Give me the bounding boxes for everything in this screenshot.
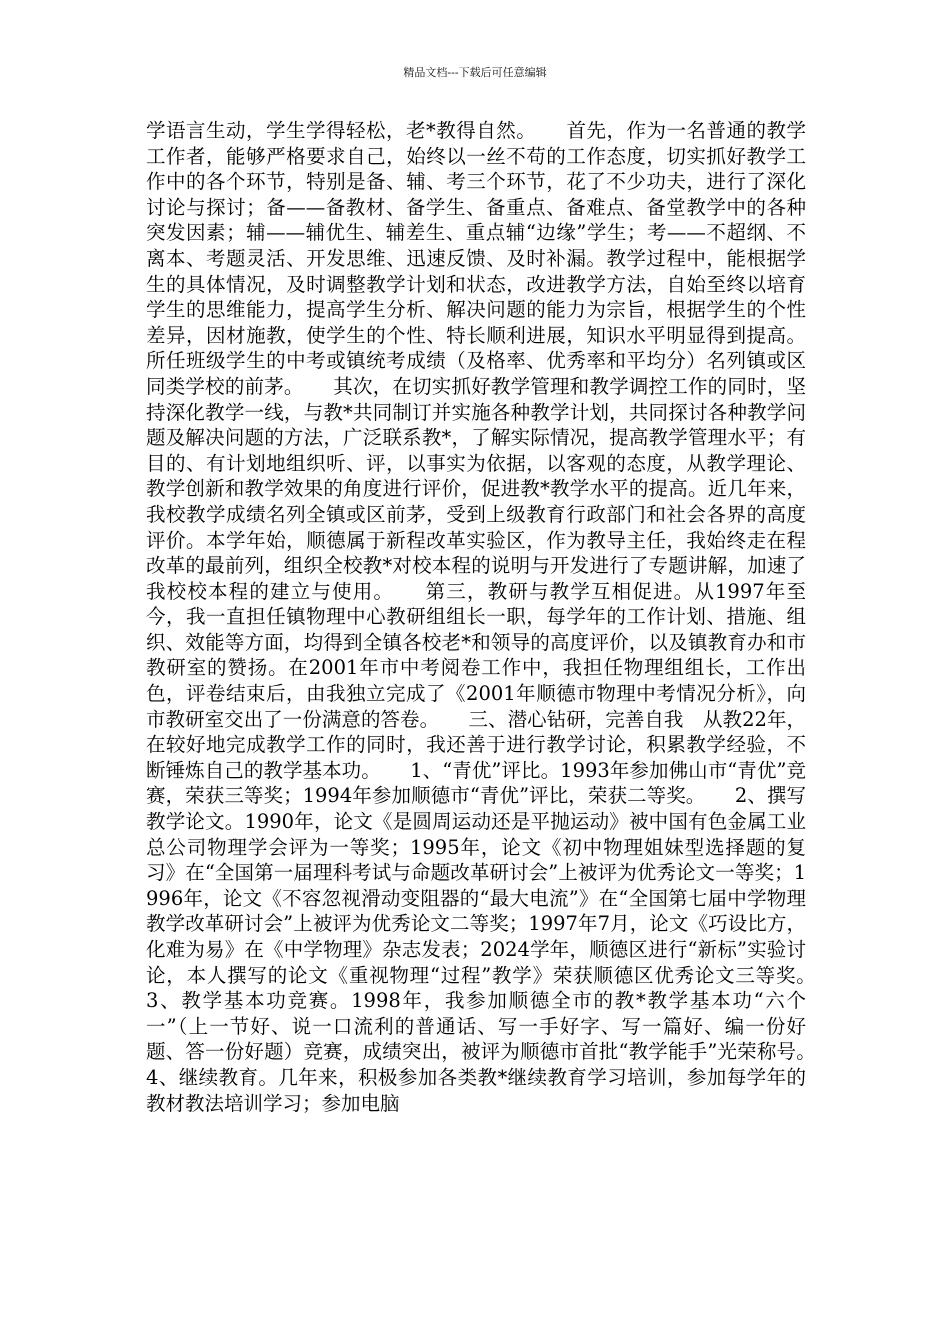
body-paragraph: 学语言生动，学生学得轻松，老*教得自然。 首先，作为一名普通的教学工作者，能够严格要求自己，始终以一丝不苟的工作态度，切实抓好教学工作中的各个环节，特别是备、辅、考三个环节，花了不少功夫，进行了深化讨论与探讨；备——备教材、备学生、备重点、备难点、备堂教学中的各种突发因素；辅——辅优生、辅差生、重点辅“边缘”学生；考——不超纲、不离本、考题灵活、开发思维、迅速反馈、及时补漏。教学过程中，能根据学生的具体情况，及时调整教学计划和状态，改进教学方法，自始至终以培育学生的思维能力，提高学生分析、解决问题的能力为宗旨，根据学生的个性差异，因材施教，使学生的个性、特长顺利进展，知识水平明显得到提高。所任班级学生的中考或镇统考成绩（及格率、优秀率和平均分）名列镇或区同类学校的前茅。 其次，在切实抓好教学管理和教学调控工作的同时，坚持深化教学一线，与教*共同制订并实施各种教学计划，共同探讨各种教学问题及解决问题的方法，广泛联系教*，了解实际情况，提高教学管理水平；有目的、有计划地组织听、评，以事实为依据，以客观的态度，从教学理论、教学创新和教学效果的角度进行评价，促进教*教学水平的提高。近几年来，我校教学成绩名列全镇或区前茅，受到上级教育行政部门和社会各界的高度评价。本学年始，顺德属于新程改革实验区，作为教导主任，我始终走在程改革的最前列，组织全校教*对校本程的说明与开发进行了专题讲解，加速了我校校本程的建立与使用。 第三，教研与教学互相促进。从1997年至今，我一直担任镇物理中心教研组组长一职，每学年的工作计划、措施、组织、效能等方面，均得到全镇各校老*和领导的高度评价，以及镇教育办和市教研室的赞扬。在2001年市中考阅卷工作中，我担任物理组组长，工作出色，评卷结束后，由我独立完成了《2001年顺德市物理中考情况分析》，向市教研室交出了一份满意的答卷。 三、潜心钻研，完善自我 从教22年，在较好地完成教学工作的同时，我还善于进行教学讨论，积累教学经验，不断锤炼自己的教学基本功。 1、“青优”评比。1993年参加佛山市“青优”竞赛，荣获三等奖；1994年参加顺德市“青优”评比，荣获二等奖。 2、撰写教学论文。1990年，论文《是圆周运动还是平抛运动》被中国有色金属工业总公司物理学会评为一等奖；1995年，论文《初中物理姐妹型选择题的复习》在“全国第一届理科考试与命题改革研讨会”上被评为优秀论文一等奖；1996年，论文《不容忽视滑动变阻器的“最大电流”》在“全国第七届中学物理教学改革研讨会”上被评为优秀论文二等奖；1997年7月，论文《巧设比方，化难为易》在《中学物理》杂志发表；2024学年，顺德区进行“新标”实验讨论，本人撰写的论文《重视物理“过程”教学》荣获顺德区优秀论文三等奖。 3、教学基本功竞赛。1998年，我参加顺德全市的教*教学基本功“六个一”（上一节好、说一口流利的普通话、写一手好字、写一篇好、编一份好题、答一份好题）竞赛，成绩突出，被评为顺德市首批“教学能手”光荣称号。 4、继续教育。几年来，积极参加各类教*继续教育学习培训，参加每学年的教材教法培训学习；参加电脑 bbox=[146, 119, 846, 1115]
page-header: 精品文档---下载后可任意编辑 bbox=[403, 66, 547, 79]
